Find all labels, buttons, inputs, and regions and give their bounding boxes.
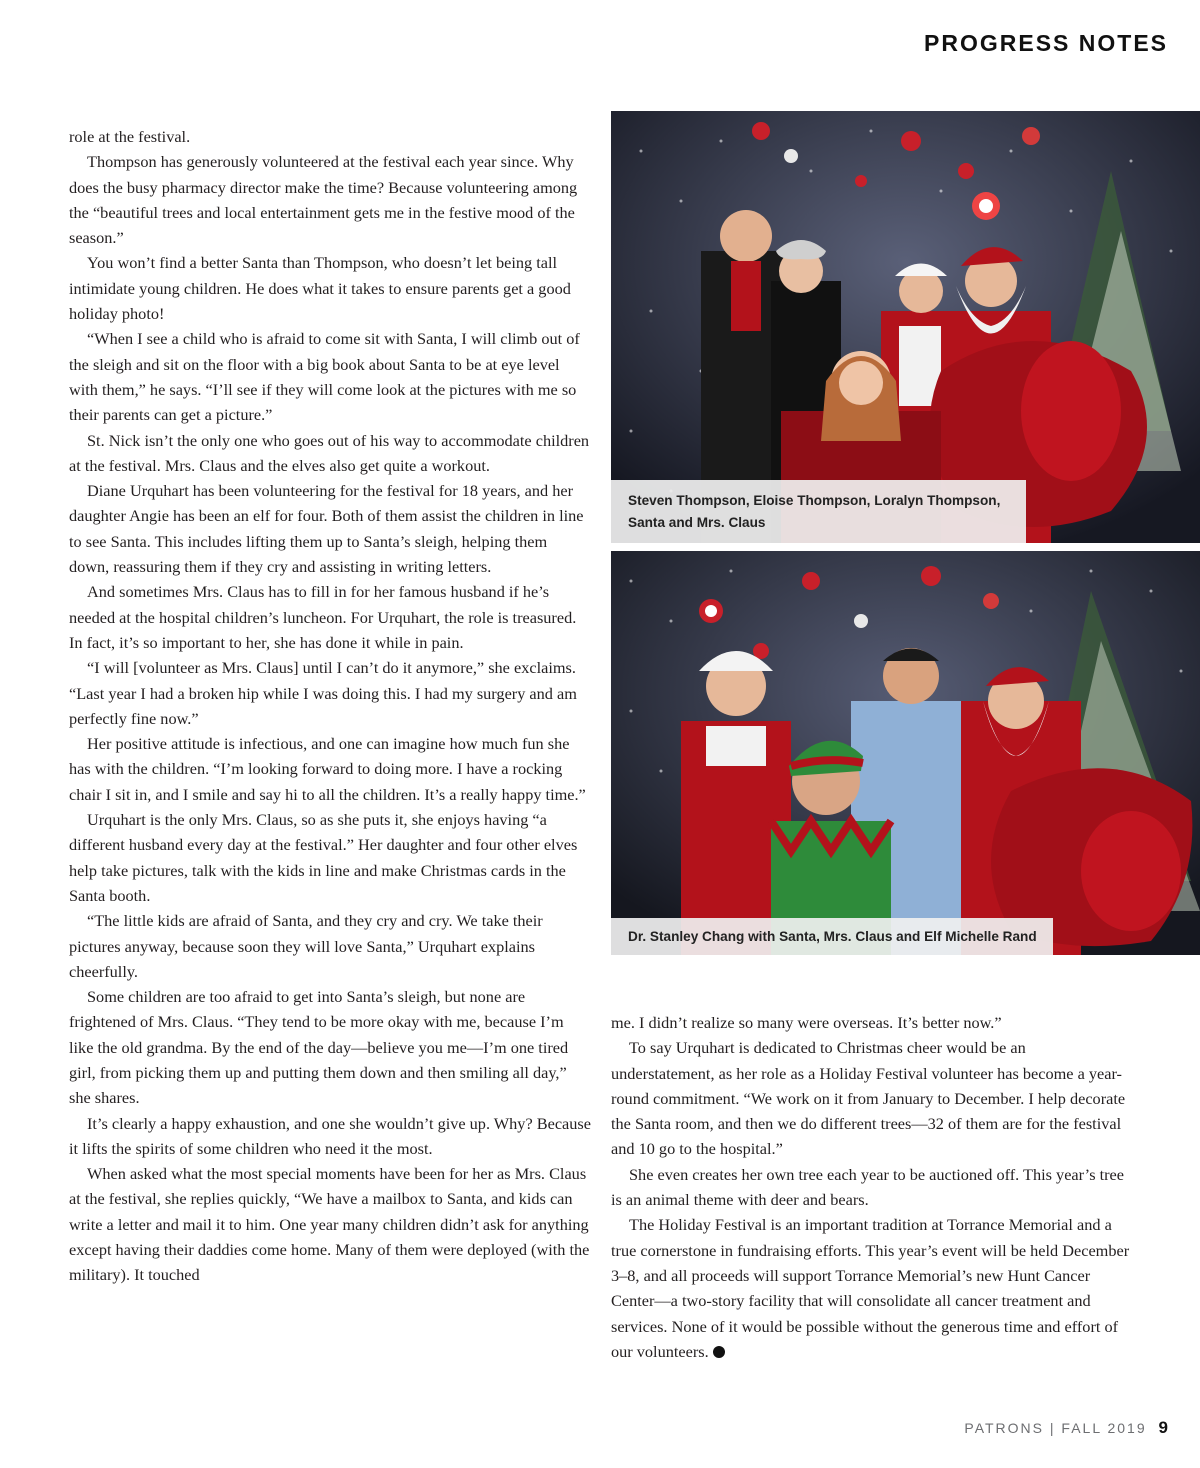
photo-thompson-family	[611, 111, 1200, 543]
paragraph: Diane Urquhart has been volunteering for the festival for 18 years, and her daughter Angie has been an elf for four. Both of them assist the children in line to see Santa. This includes lifting them up to Santa’s sleigh, helping them down, reassuring them if they cry and assisting in writing letters.	[69, 481, 584, 577]
paragraph: “I will [volunteer as Mrs. Claus] until I can’t do it anymore,” she exclaims. “Last year I had a broken hip while I was doing this. I had my surgery and am perfectly fine now.”	[69, 658, 577, 728]
paragraph: And sometimes Mrs. Claus has to fill in for her famous husband if he’s needed at the hospital children’s luncheon. For Urquhart, the role is treasured. In fact, it’s so important to her, she has done it while in pain.	[69, 582, 577, 652]
article-left-column	[69, 124, 591, 1288]
paragraph: me. I didn’t realize so many were overseas. It’s better now.”	[611, 1013, 1002, 1032]
paragraph: To say Urquhart is dedicated to Christmas cheer would be an understatement, as her role as a Holiday Festival volunteer has become a year-round commitment. “We work on it from January to December. I help decorate the Santa room, and then we do different trees—32 of them are for the festival and 10 go to the hospital.”	[611, 1038, 1126, 1159]
paragraph: Urquhart is the only Mrs. Claus, so as she puts it, she enjoys having “a different husband every day at the festival.” Her daughter and four other elves help take pictures, talk with the kids in line and make Christmas cards in the Santa booth.	[69, 810, 578, 905]
paragraph	[611, 1212, 1133, 1364]
paragraph-text: The Holiday Festival is an important tradition at Torrance Memorial and a true cornerstone in fundraising efforts. This year’s event will be held December 3–8, and all proceeds will support Torrance Memorial’s new Hunt Cancer Center—a two-story facility that will consolidate all cancer treatment and services. None of it would be possible without the generous time and effort of our volunteers.	[611, 1215, 1130, 1361]
page-number: 9	[1158, 1418, 1168, 1437]
paragraph: Some children are too afraid to get into Santa’s sleigh, but none are frightened of Mrs. Claus. “They tend to be more okay with me, because I’m like the old grandma. By the end of the day—believe you me—I’m one tired girl, from picking them up and putting them down and then smiling all day,” she shares.	[69, 987, 569, 1108]
paragraph: “When I see a child who is afraid to come sit with Santa, I will climb out of the sleigh and sit on the floor with a big book about Santa to be at eye level with them,” he says. “I’ll see if they will come look at the pictures with me so their parents can get a picture.”	[69, 329, 580, 425]
section-title: PROGRESS NOTES	[924, 30, 1168, 56]
photo-caption: Steven Thompson, Eloise Thompson, Loralyn Thompson, Santa and Mrs. Claus	[611, 480, 1026, 543]
paragraph: “The little kids are afraid of Santa, and they cry and cry. We take their pictures anyway, because soon they will love Santa,” Urquhart explains cheerfully.	[69, 911, 543, 981]
publication-name: PATRONS	[964, 1420, 1044, 1436]
paragraph: She even creates her own tree each year to be auctioned off. This year’s tree is an animal theme with deer and bears.	[611, 1164, 1124, 1210]
paragraph: St. Nick isn’t the only one who goes out of his way to accommodate children at the festival. Mrs. Claus and the elves also get quite a workout.	[69, 430, 590, 475]
paragraph: It’s clearly a happy exhaustion, and one she wouldn’t give up. Why? Because it lifts the spirits of some children who need it the most.	[69, 1113, 591, 1158]
paragraph: Her positive attitude is infectious, and one can imagine how much fun she has with the children. “I’m looking forward to doing more. I have a rocking chair I sit in, and I smile and say hi to all the children. It’s a really happy time.”	[69, 734, 586, 804]
photo-stanley-chang	[611, 551, 1200, 955]
photo-caption: Dr. Stanley Chang with Santa, Mrs. Claus and Elf Michelle Rand	[611, 918, 1053, 955]
footer-separator: |	[1049, 1420, 1056, 1436]
paragraph: role at the festival.	[69, 127, 191, 146]
page-footer	[964, 1418, 1168, 1438]
paragraph: Thompson has generously volunteered at the festival each year since. Why does the busy pharmacy director make the time? Because volunteering among the “beautiful trees and local entertainment gets me in the festive mood of the season.”	[69, 152, 578, 248]
article-right-column	[611, 1010, 1133, 1364]
paragraph: When asked what the most special moments have been for her as Mrs. Claus at the festival, she replies quickly, “We have a mailbox to Santa, and kids can write a letter and mail it to him. One year many children didn’t ask for anything except having their daddies come home. Many of them were deployed (with the military). It touched	[69, 1164, 590, 1285]
paragraph: You won’t find a better Santa than Thompson, who doesn’t let being tall intimidate young children. He does what it takes to ensure parents get a good holiday photo!	[69, 253, 571, 324]
end-of-article-bullet-icon	[713, 1346, 725, 1358]
photo-illustration	[611, 551, 1200, 955]
issue-date: FALL 2019	[1061, 1420, 1147, 1436]
photo-illustration	[611, 111, 1200, 543]
